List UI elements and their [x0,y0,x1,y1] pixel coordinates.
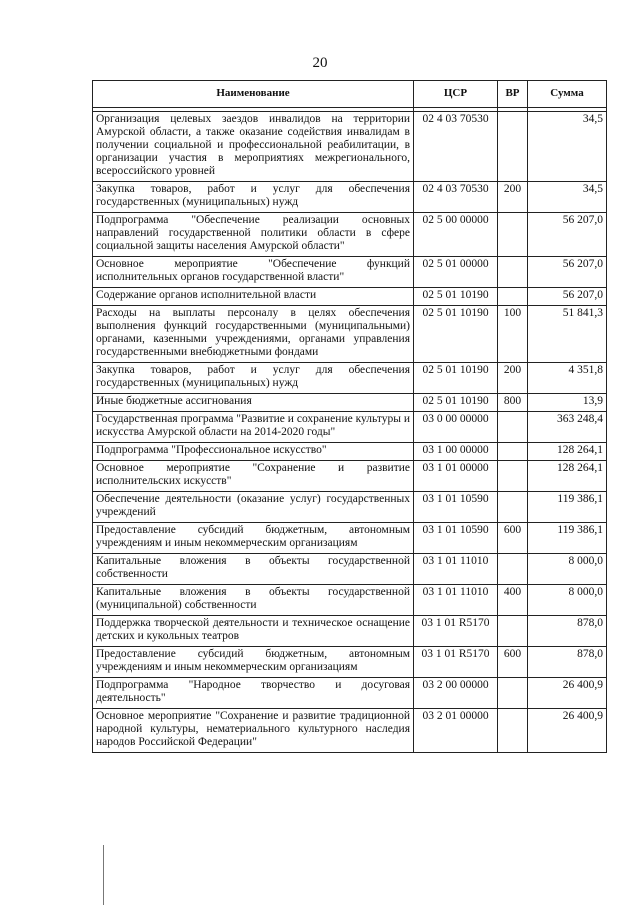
cell-vr: 600 [498,523,528,554]
cell-sum: 26 400,9 [528,709,607,753]
cell-vr [498,443,528,461]
cell-sum: 56 207,0 [528,257,607,288]
table-row [93,112,607,182]
cell-csr: 02 5 01 10190 [414,288,498,306]
cell-name: Организация целевых заездов инвалидов на территории Амурской области, а также оказание содействия инвалидам в получении социальной и профессиональной реабилитации, в организации участия в мероприятиях межрегионального, всероссийского уровней [93,112,414,182]
cell-vr: 400 [498,585,528,616]
cell-vr [498,288,528,306]
cell-csr: 03 2 01 00000 [414,709,498,753]
table-row [93,554,607,585]
table-row [93,394,607,412]
cell-vr [498,492,528,523]
cell-sum: 878,0 [528,647,607,678]
cell-sum: 119 386,1 [528,523,607,554]
table-row [93,616,607,647]
cell-sum: 128 264,1 [528,443,607,461]
cell-name: Закупка товаров, работ и услуг для обеспечения государственных (муниципальных) нужд [93,363,414,394]
cell-vr [498,112,528,182]
cell-name: Основное мероприятие "Сохранение и развитие традиционной народной культуры, нематериального культурного наследия народов Российской Федерации" [93,709,414,753]
cell-sum: 51 841,3 [528,306,607,363]
cell-vr: 800 [498,394,528,412]
cell-name: Поддержка творческой деятельности и техническое оснащение детских и кукольных театров [93,616,414,647]
header-vr: ВР [498,81,528,108]
cell-vr [498,678,528,709]
cell-csr: 03 1 01 10590 [414,523,498,554]
cell-name: Расходы на выплаты персоналу в целях обеспечения выполнения функций государственными (муниципальными) органами, казенными учреждениями, органами управления государственными внебюджетными фондами [93,306,414,363]
cell-csr: 03 1 01 11010 [414,585,498,616]
cell-csr: 03 0 00 00000 [414,412,498,443]
table-row [93,412,607,443]
cell-csr: 02 5 01 10190 [414,394,498,412]
cell-vr [498,709,528,753]
cell-csr: 03 1 00 00000 [414,443,498,461]
cell-vr [498,257,528,288]
cell-name: Обеспечение деятельности (оказание услуг) государственных учреждений [93,492,414,523]
cell-name: Предоставление субсидий бюджетным, автономным учреждениям и иным некоммерческим организациям [93,647,414,678]
cell-name: Подпрограмма "Обеспечение реализации основных направлений государственной политики области в сфере социальной защиты населения Амурской области" [93,213,414,257]
table-body [93,108,607,753]
cell-vr [498,412,528,443]
cell-csr: 02 5 00 00000 [414,213,498,257]
cell-name: Подпрограмма "Профессиональное искусство" [93,443,414,461]
cell-name: Закупка товаров, работ и услуг для обеспечения государственных (муниципальных) нужд [93,182,414,213]
cell-csr: 03 1 01 00000 [414,461,498,492]
cell-vr: 200 [498,182,528,213]
margin-line [103,845,104,905]
table-row [93,585,607,616]
cell-vr: 100 [498,306,528,363]
cell-sum: 878,0 [528,616,607,647]
cell-vr [498,213,528,257]
cell-sum: 56 207,0 [528,288,607,306]
cell-csr: 02 4 03 70530 [414,182,498,213]
cell-vr: 200 [498,363,528,394]
cell-sum: 119 386,1 [528,492,607,523]
cell-name: Предоставление субсидий бюджетным, автономным учреждениям и иным некоммерческим организациям [93,523,414,554]
page-number: 20 [312,55,328,71]
table-header-row [93,81,607,108]
cell-name: Подпрограмма "Народное творчество и досуговая деятельность" [93,678,414,709]
table-row [93,443,607,461]
cell-vr: 600 [498,647,528,678]
table-row [93,363,607,394]
cell-csr: 02 4 03 70530 [414,112,498,182]
cell-vr [498,461,528,492]
cell-vr [498,616,528,647]
cell-csr: 03 1 01 10590 [414,492,498,523]
cell-sum: 8 000,0 [528,585,607,616]
cell-name: Основное мероприятие "Сохранение и развитие исполнительских искусств" [93,461,414,492]
table-row [93,647,607,678]
cell-csr: 03 1 01 R5170 [414,616,498,647]
table-row [93,288,607,306]
cell-csr: 03 1 01 11010 [414,554,498,585]
budget-table [92,80,607,753]
cell-name: Капитальные вложения в объекты государственной собственности [93,554,414,585]
cell-vr [498,554,528,585]
cell-csr: 02 5 01 10190 [414,306,498,363]
cell-sum: 13,9 [528,394,607,412]
cell-csr: 03 1 01 R5170 [414,647,498,678]
table-row [93,182,607,213]
cell-csr: 02 5 01 00000 [414,257,498,288]
cell-csr: 03 2 00 00000 [414,678,498,709]
cell-sum: 363 248,4 [528,412,607,443]
table-row [93,523,607,554]
table-row [93,492,607,523]
cell-name: Основное мероприятие "Обеспечение функций исполнительных органов государственной власти" [93,257,414,288]
cell-sum: 8 000,0 [528,554,607,585]
cell-name: Государственная программа "Развитие и сохранение культуры и искусства Амурской области на 2014-2020 годы" [93,412,414,443]
header-name: Наименование [93,81,414,108]
cell-sum: 128 264,1 [528,461,607,492]
cell-csr: 02 5 01 10190 [414,363,498,394]
cell-sum: 56 207,0 [528,213,607,257]
table-row [93,709,607,753]
header-csr: ЦСР [414,81,498,108]
cell-sum: 34,5 [528,182,607,213]
table-row [93,461,607,492]
cell-sum: 26 400,9 [528,678,607,709]
table-row [93,306,607,363]
table-row [93,678,607,709]
cell-name: Иные бюджетные ассигнования [93,394,414,412]
cell-sum: 4 351,8 [528,363,607,394]
header-sum: Сумма [528,81,607,108]
cell-sum: 34,5 [528,112,607,182]
table-row [93,257,607,288]
cell-name: Содержание органов исполнительной власти [93,288,414,306]
table-row [93,213,607,257]
cell-name: Капитальные вложения в объекты государственной (муниципальной) собственности [93,585,414,616]
